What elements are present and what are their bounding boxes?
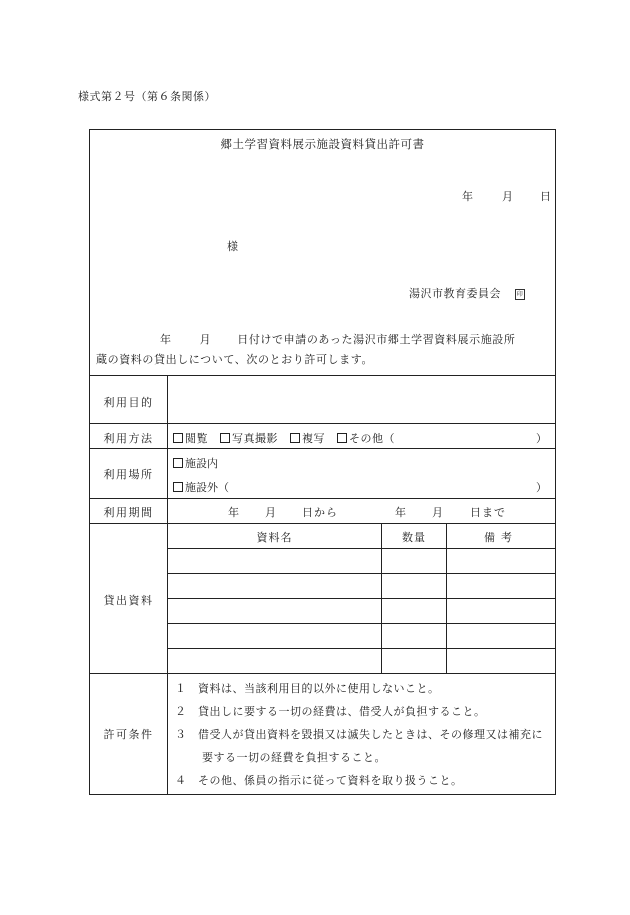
loan-row-line <box>167 548 555 549</box>
document-title: 郷土学習資料展示施設資料貸出許可書 <box>220 137 425 151</box>
method-copy[interactable]: 複写 <box>290 432 325 445</box>
condition-item: ２ 貸出しに要する一切の経費は、借受人が負担すること。 <box>175 705 486 718</box>
purpose-label: 利用目的 <box>103 396 154 409</box>
method-viewing[interactable]: 閲覧 <box>173 432 208 445</box>
body-year: 年 <box>160 333 172 346</box>
place-label: 利用場所 <box>103 468 154 481</box>
body-line1: 日付けで申請のあった湯沢市郷土学習資料展示施設所 <box>237 333 516 346</box>
loan-row-line <box>167 573 555 574</box>
date-month: 月 <box>502 190 513 203</box>
period-year-from: 年 <box>228 506 239 519</box>
period-label: 利用期間 <box>103 506 154 519</box>
loan-header-remarks: 備考 <box>484 531 518 544</box>
condition-item: ３ 借受人が貸出資料を毀損又は滅失したときは、その修理又は補充に <box>175 728 543 741</box>
method-paren-close: ） <box>536 432 547 445</box>
method-label: 利用方法 <box>103 432 154 445</box>
permit-form <box>89 129 556 795</box>
table-top-line <box>90 375 555 376</box>
row-line <box>90 673 555 674</box>
place-outside[interactable]: 施設外（ <box>173 479 229 495</box>
label-column-line <box>167 375 168 794</box>
checkbox-icon[interactable] <box>337 433 347 443</box>
loan-row-line <box>167 623 555 624</box>
addressee-suffix: 様 <box>227 240 238 253</box>
place-inside[interactable]: 施設内 <box>173 455 218 471</box>
period-month-from: 月 <box>265 506 276 519</box>
row-line <box>90 423 555 424</box>
method-photo[interactable]: 写真撮影 <box>220 432 278 445</box>
period-year-to: 年 <box>395 506 406 519</box>
date-year: 年 <box>462 190 473 203</box>
loan-col-line <box>446 523 447 673</box>
date-day: 日 <box>540 190 551 203</box>
condition-item-continued: 要する一切の経費を負担すること。 <box>202 751 386 764</box>
condition-item: １ 資料は、当該利用目的以外に使用しないこと。 <box>175 682 440 695</box>
method-other[interactable]: その他（ <box>337 432 395 445</box>
place-paren-close: ） <box>536 481 547 494</box>
issuer-name: 湯沢市教育委員会 <box>409 287 501 300</box>
row-line <box>90 498 555 499</box>
body-line2: 蔵の資料の貸出しについて、次のとおり許可します。 <box>96 353 374 366</box>
period-from: 日から <box>302 506 338 519</box>
loan-header-name: 資料名 <box>256 531 293 544</box>
period-until: 日まで <box>470 506 506 519</box>
checkbox-icon[interactable] <box>290 433 300 443</box>
loan-row-line <box>167 648 555 649</box>
issuer <box>409 285 525 301</box>
conditions-label: 許可条件 <box>103 728 154 741</box>
row-line <box>90 523 555 524</box>
row-line <box>90 448 555 449</box>
seal-icon: 印 <box>516 290 524 298</box>
loan-header-qty: 数量 <box>402 531 426 544</box>
checkbox-icon[interactable] <box>173 433 183 443</box>
period-month-to: 月 <box>432 506 443 519</box>
loan-row-line <box>167 598 555 599</box>
checkbox-icon[interactable] <box>220 433 230 443</box>
checkbox-icon[interactable] <box>173 482 183 492</box>
condition-item: ４ その他、係員の指示に従って資料を取り扱うこと。 <box>175 774 463 787</box>
loan-col-line <box>381 523 382 673</box>
loan-label: 貸出資料 <box>103 594 154 607</box>
body-month: 月 <box>199 333 212 346</box>
checkbox-icon[interactable] <box>173 458 183 468</box>
body-text <box>96 330 551 370</box>
method-options <box>173 430 395 446</box>
form-number: 様式第２号（第６条関係） <box>78 90 216 103</box>
